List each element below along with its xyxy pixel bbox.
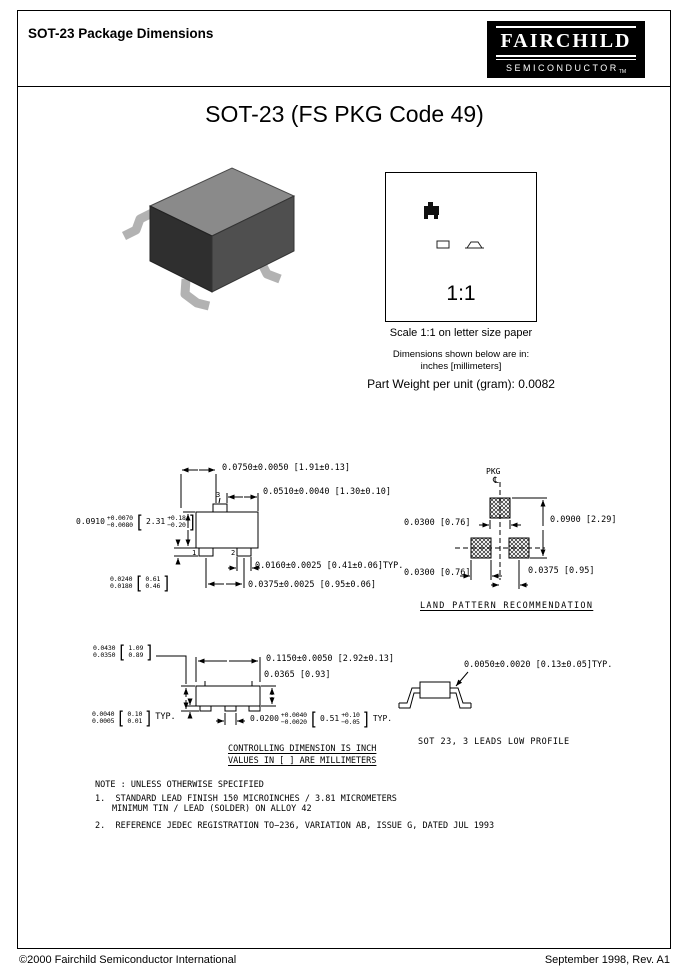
- dim-lead-length-label: [110, 572, 172, 594]
- note-item2: 2. REFERENCE JEDEC REGISTRATION TO−236, VARIATION AB, ISSUE G, DATED JUL 1993: [95, 821, 495, 831]
- inch-minmax: [93, 645, 115, 659]
- mm-tolerance: [341, 712, 360, 726]
- fairchild-logo: [487, 21, 645, 78]
- bracket-open: [: [134, 572, 144, 594]
- dim-pad-pitch-label: 0.0375 [0.95]: [528, 566, 595, 576]
- value-min: 0.01: [127, 716, 143, 725]
- bracket-open: [: [308, 708, 318, 730]
- value-min: 0.0180: [110, 581, 133, 590]
- mm-minmax: [127, 711, 142, 725]
- typ-note: TYP.: [372, 714, 393, 724]
- dim-pad-span-label: 0.0900 [2.29]: [550, 515, 617, 525]
- copyright-text: ©2000 Fairchild Semiconductor International: [19, 954, 237, 966]
- trademark-mark: TM: [618, 69, 627, 75]
- units-note-line2: inches [millimeters]: [420, 361, 502, 372]
- dim-body-height-label: 0.0365 [0.93]: [264, 670, 331, 680]
- bracket-open: [: [134, 511, 144, 533]
- bracket-close: ]: [162, 572, 172, 594]
- value-max: 0.10: [127, 710, 143, 718]
- bracket-close: ]: [361, 708, 371, 730]
- value-max: 0.0240: [110, 575, 133, 583]
- dim-pad-width-top-label: 0.0300 [0.76]: [404, 518, 471, 528]
- tol-minus: −0.20: [167, 520, 186, 529]
- revision-text: September 1998, Rev. A1: [544, 954, 670, 966]
- value-max: 1.09: [128, 644, 144, 652]
- controlling-dimension-note-line2: VALUES IN [ ] ARE MILLIMETERS: [228, 756, 377, 766]
- logo-subtitle: [496, 63, 636, 73]
- centerline-symbol: ℄: [493, 476, 499, 486]
- package-title: SOT-23 (FS PKG Code 49): [205, 101, 484, 127]
- controlling-dimension-note-line1: CONTROLLING DIMENSION IS INCH: [228, 744, 377, 754]
- tol-minus: −0.0020: [280, 717, 307, 726]
- dim-lead-thickness-side-label: [250, 708, 393, 730]
- document-title: SOT-23 Package Dimensions: [28, 26, 214, 41]
- tol-plus: +0.10: [341, 711, 360, 719]
- inch-value: 0.0910: [76, 517, 105, 527]
- dim-standoff-label: [92, 707, 176, 729]
- inch-tolerance: [107, 515, 133, 529]
- pkg-label: PKG: [486, 467, 501, 476]
- value-max: 0.61: [145, 575, 161, 583]
- dim-body-length-label: [76, 511, 197, 533]
- typ-note: TYP.: [155, 711, 176, 722]
- bracket-close: ]: [144, 707, 154, 729]
- notes-heading: NOTE : UNLESS OTHERWISE SPECIFIED: [95, 780, 264, 790]
- dim-overall-width-label: 0.1150±0.0050 [2.92±0.13]: [266, 654, 394, 664]
- dim-height-label: [93, 641, 155, 663]
- inch-minmax: [92, 711, 114, 725]
- bracket-open: [: [116, 707, 126, 729]
- end-view-caption: SOT 23, 3 LEADS LOW PROFILE: [418, 737, 570, 747]
- tol-minus: −0.0080: [106, 520, 133, 529]
- inch-value: 0.0200: [250, 714, 279, 724]
- units-note-line1: Dimensions shown below are in:: [392, 349, 530, 360]
- dim-pad-width-bottom-label: 0.0300 [0.76]: [404, 568, 471, 578]
- tol-plus: +0.18: [167, 514, 186, 522]
- logo-brand-name: FAIRCHILD: [500, 29, 632, 52]
- inch-tolerance: [281, 712, 307, 726]
- bracket-open: [: [117, 641, 127, 663]
- part-weight-note: Part Weight per unit (gram): 0.0082: [367, 377, 555, 391]
- mm-value: 0.51: [319, 714, 340, 724]
- land-pattern-caption: LAND PATTERN RECOMMENDATION: [420, 601, 594, 611]
- mm-tolerance: [167, 515, 186, 529]
- pin1-label: 1: [192, 549, 197, 557]
- dim-lead-span-label: 0.0750±0.0050 [1.91±0.13]: [222, 463, 350, 473]
- mm-minmax: [128, 645, 143, 659]
- dim-lead-pitch-label: 0.0375±0.0025 [0.95±0.06]: [248, 580, 376, 590]
- logo-rule-top: [496, 26, 636, 28]
- note-item1-line1: 1. STANDARD LEAD FINISH 150 MICROINCHES / 3.81 MICROMETERS: [95, 794, 397, 804]
- dim-tab-width-label: 0.0510±0.0040 [1.30±0.10]: [263, 487, 391, 497]
- mm-minmax: [145, 576, 160, 590]
- value-min: 0.0350: [93, 650, 116, 659]
- header-divider: [17, 86, 671, 87]
- logo-rule-mid: [496, 55, 636, 57]
- inch-minmax: [110, 576, 132, 590]
- tol-minus: −0.05: [341, 717, 360, 726]
- logo-sub-text: SEMICONDUCTOR: [505, 63, 619, 73]
- value-max: 0.0040: [92, 710, 115, 718]
- value-max: 0.0430: [93, 644, 116, 652]
- bracket-close: ]: [187, 511, 197, 533]
- pin3-label: 3: [216, 491, 221, 499]
- scale-ratio-label: 1:1: [446, 282, 476, 305]
- dim-lead-width-label: 0.0160±0.0025 [0.41±0.06]TYP.: [255, 561, 404, 571]
- value-min: 0.89: [128, 650, 144, 659]
- tol-plus: +0.0070: [106, 514, 133, 522]
- pin2-label: 2: [231, 549, 236, 557]
- note-item1-line2: MINIMUM TIN / LEAD (SOLDER) ON ALLOY 42: [112, 804, 312, 814]
- bracket-close: ]: [145, 641, 155, 663]
- mm-value: 2.31: [145, 517, 166, 527]
- value-min: 0.46: [145, 581, 161, 590]
- value-min: 0.0005: [92, 716, 115, 725]
- dim-lead-thickness-end-label: 0.0050±0.0020 [0.13±0.05]TYP.: [464, 660, 613, 670]
- scale-caption: Scale 1:1 on letter size paper: [389, 327, 533, 339]
- tol-plus: +0.0040: [280, 711, 307, 719]
- logo-rule-thin: [496, 59, 636, 60]
